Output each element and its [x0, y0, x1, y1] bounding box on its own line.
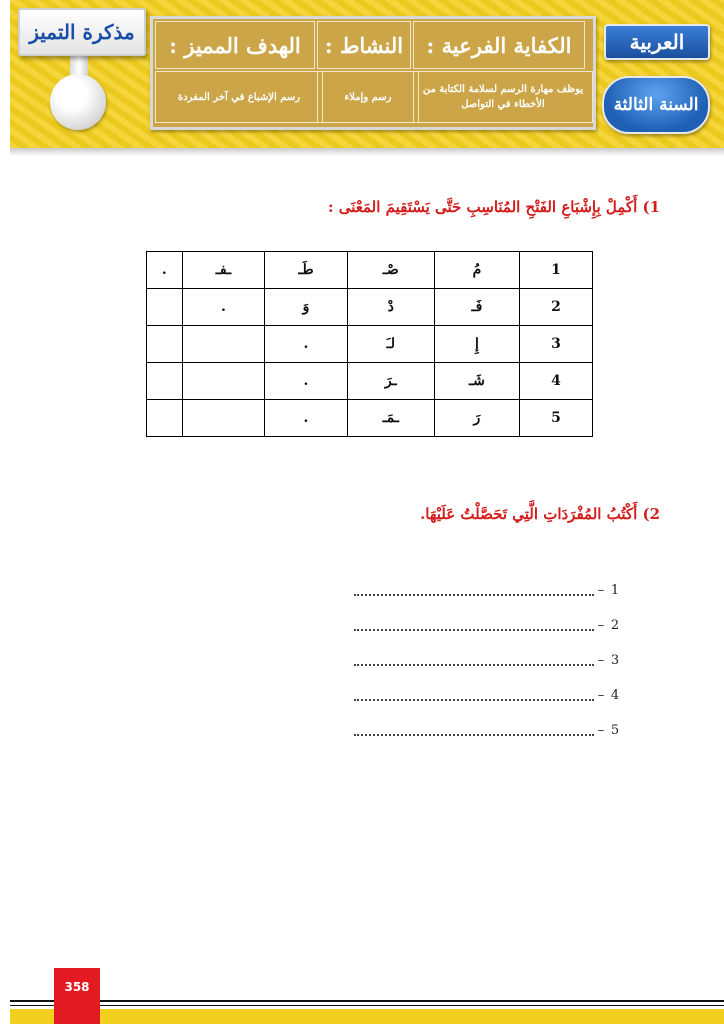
answer-lines [354, 573, 622, 748]
line-dash: – [597, 688, 605, 703]
row-number: 4 [520, 363, 593, 400]
line-number: 3 [610, 653, 620, 668]
letter-cell [182, 363, 265, 400]
letter-cell [147, 326, 183, 363]
line-dash: – [597, 653, 605, 668]
answer-line [354, 678, 622, 713]
footer-band [10, 1009, 724, 1024]
memo-badge-ball [50, 74, 106, 130]
letter-cell [182, 326, 265, 363]
letter-cell: لـَ [347, 326, 434, 363]
year-label: السنة الثالثة [613, 95, 699, 115]
line-number: 4 [610, 688, 620, 703]
subject-badge [604, 24, 710, 60]
letter-cell: وَ [265, 289, 347, 326]
row-number: 3 [520, 326, 593, 363]
activity-text-cell [317, 71, 419, 123]
table-row [147, 363, 593, 400]
competency-text: يوظف مهارة الرسم لسلامة الكتابة من الأخطاء في التواصل [422, 84, 584, 110]
table-row [147, 252, 593, 289]
goal-title-cell [155, 21, 315, 69]
letters-table [146, 251, 593, 437]
goal-text-cell [155, 71, 323, 123]
goal-title: الهدف المميز : [169, 32, 301, 58]
exercise2-title: 2) أَكْتُبُ المُفْرَدَاتِ الَّتِي تَحَصَّلْتُ عَلَيْهَا. [420, 505, 660, 523]
memo-badge [18, 8, 146, 56]
goal-text: رسم الإشباع في آخر المفردة [177, 91, 301, 103]
footer-rule [10, 1005, 724, 1006]
letter-cell: رَ [434, 400, 519, 437]
competency-text-cell [413, 71, 593, 123]
letter-cell [147, 400, 183, 437]
answer-blank[interactable] [354, 619, 594, 631]
info-panel [150, 16, 596, 130]
letter-cell: ـفـ [182, 252, 265, 289]
activity-title-cell [317, 21, 411, 69]
letter-cell: دْ [347, 289, 434, 326]
letter-cell: . [265, 400, 347, 437]
letter-cell: شَـ [434, 363, 519, 400]
answer-line [354, 643, 622, 678]
letter-cell: ـمَـ [347, 400, 434, 437]
letter-cell: . [265, 326, 347, 363]
table-row [147, 400, 593, 437]
letter-cell: مُ [434, 252, 519, 289]
letter-cell: طَـ [265, 252, 347, 289]
memo-title: مذكرة التميز [29, 20, 135, 44]
letter-cell [147, 363, 183, 400]
row-number: 1 [520, 252, 593, 289]
activity-title: النشاط : [324, 32, 404, 58]
answer-blank[interactable] [354, 689, 594, 701]
row-number: 2 [520, 289, 593, 326]
line-dash: – [597, 583, 605, 598]
answer-line [354, 573, 622, 608]
line-number: 1 [610, 583, 620, 598]
letter-cell: ـرَ [347, 363, 434, 400]
line-dash: – [597, 723, 605, 738]
year-badge [602, 76, 710, 134]
letter-cell: فَـ [434, 289, 519, 326]
activity-text: رسم وإملاء [344, 91, 392, 103]
letter-cell: إِ [434, 326, 519, 363]
exercise1-title: 1) أَكْمِلْ بِإِشْبَاعِ الفَتْحِ المُنَاسِبِ حَتَّى يَسْتَقِيمَ المَعْنَى : [327, 198, 660, 216]
line-dash: – [597, 618, 605, 633]
header-shadow [10, 148, 724, 156]
letter-cell: . [147, 252, 183, 289]
table-row [147, 326, 593, 363]
answer-blank[interactable] [354, 654, 594, 666]
footer-rule [10, 1000, 724, 1002]
letter-cell: . [182, 289, 265, 326]
competency-title: الكفاية الفرعية : [426, 32, 572, 58]
answer-blank[interactable] [354, 584, 594, 596]
line-number: 5 [610, 723, 620, 738]
letter-cell [182, 400, 265, 437]
subject-label: العربية [629, 30, 685, 54]
row-number: 5 [520, 400, 593, 437]
page-number: 358 [54, 968, 100, 1024]
answer-blank[interactable] [354, 724, 594, 736]
line-number: 2 [610, 618, 620, 633]
table-row [147, 289, 593, 326]
letter-cell: . [265, 363, 347, 400]
letter-cell [147, 289, 183, 326]
letter-cell: صْـ [347, 252, 434, 289]
competency-title-cell [413, 21, 585, 69]
answer-line [354, 608, 622, 643]
answer-line [354, 713, 622, 748]
